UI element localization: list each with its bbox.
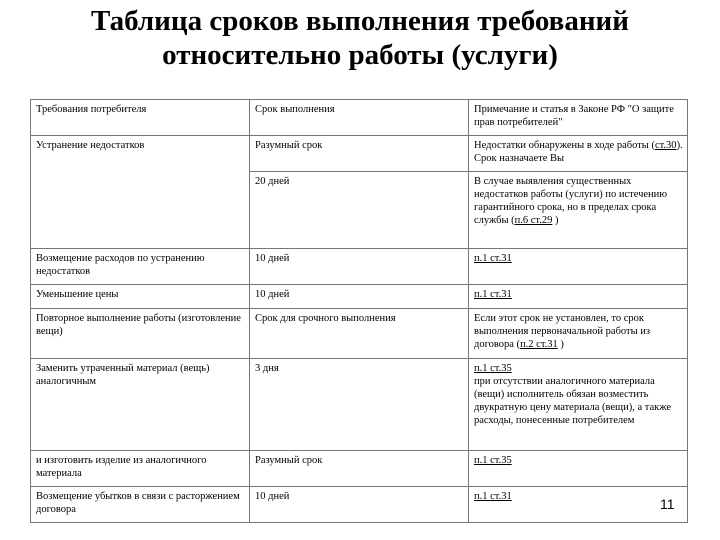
requirement-cell: Возмещение расходов по устранению недостатков — [31, 249, 250, 285]
header-cell: Примечание и статья в Законе РФ "О защите прав потребителей" — [469, 100, 688, 136]
header-cell: Срок выполнения — [250, 100, 469, 136]
term-cell: 10 дней — [250, 249, 469, 285]
page-title — [0, 4, 720, 72]
requirement-cell: Уменьшение цены — [31, 285, 250, 309]
note-cell — [469, 359, 688, 451]
note-text: ) — [552, 215, 559, 226]
requirement-cell: Повторное выполнение работы (изготовление вещи) — [31, 309, 250, 359]
note-text: Если этот срок не установлен, то срок выполнения первоначальной работы из договора ( — [474, 313, 651, 350]
requirements-table — [30, 99, 688, 523]
term-cell: 10 дней — [250, 487, 469, 523]
term-cell: 3 дня — [250, 359, 469, 451]
note-text: при отсутствии аналогичного материала (вещи) исполнитель обязан возместить двукратную цену материала (вещи), а также расходы, понесенные потребителем — [474, 376, 672, 426]
table-header-row — [31, 100, 688, 136]
note-text: В случае выявления существенных недостатков работы (услуги) по истечению гарантийного срока, но в пределах срока службы ( — [474, 176, 668, 226]
term-cell: 20 дней — [250, 172, 469, 249]
note-cell — [469, 451, 688, 487]
term-cell: Разумный срок — [250, 136, 469, 172]
title-line-2: относительно работы (услуги) — [162, 39, 558, 71]
requirement-cell: Устранение недостатков — [31, 136, 250, 249]
term-cell: Срок для срочного выполнения — [250, 309, 469, 359]
law-article-link[interactable]: п.1 ст.35 — [474, 455, 512, 466]
note-cell — [469, 487, 688, 523]
note-cell — [469, 172, 688, 249]
table-row — [31, 285, 688, 309]
requirement-cell: Возмещение убытков в связи с расторжением договора — [31, 487, 250, 523]
law-article-link[interactable]: ст.30 — [654, 140, 677, 151]
requirement-cell: и изготовить изделие из аналогичного материала — [31, 451, 250, 487]
table-row — [31, 451, 688, 487]
table-row — [31, 359, 688, 451]
term-cell: Разумный срок — [250, 451, 469, 487]
note-cell — [469, 136, 688, 172]
note-cell — [469, 285, 688, 309]
law-article-link[interactable]: п.1 ст.35 — [474, 363, 512, 374]
law-article-link[interactable]: п.6 ст.29 — [514, 215, 553, 226]
table-row — [31, 136, 688, 172]
note-cell — [469, 249, 688, 285]
title-line-1: Таблица сроков выполнения требований — [91, 5, 629, 37]
requirement-cell: Заменить утраченный материал (вещь) аналогичным — [31, 359, 250, 451]
law-article-link[interactable]: п.2 ст.31 — [520, 339, 558, 350]
law-article-link[interactable]: п.1 ст.31 — [474, 253, 512, 264]
note-cell — [469, 309, 688, 359]
note-text: ) — [557, 339, 564, 350]
term-cell: 10 дней — [250, 285, 469, 309]
note-text: ). Срок назначаете Вы — [474, 140, 683, 164]
table-row — [31, 309, 688, 359]
table-row — [31, 487, 688, 523]
note-text: Недостатки обнаружены в ходе работы ( — [474, 140, 655, 151]
law-article-link[interactable]: п.1 ст.31 — [474, 491, 512, 502]
law-article-link[interactable]: п.1 ст.31 — [474, 289, 512, 300]
table-row — [31, 249, 688, 285]
header-cell: Требования потребителя — [31, 100, 250, 136]
page-number: 11 — [660, 496, 675, 512]
